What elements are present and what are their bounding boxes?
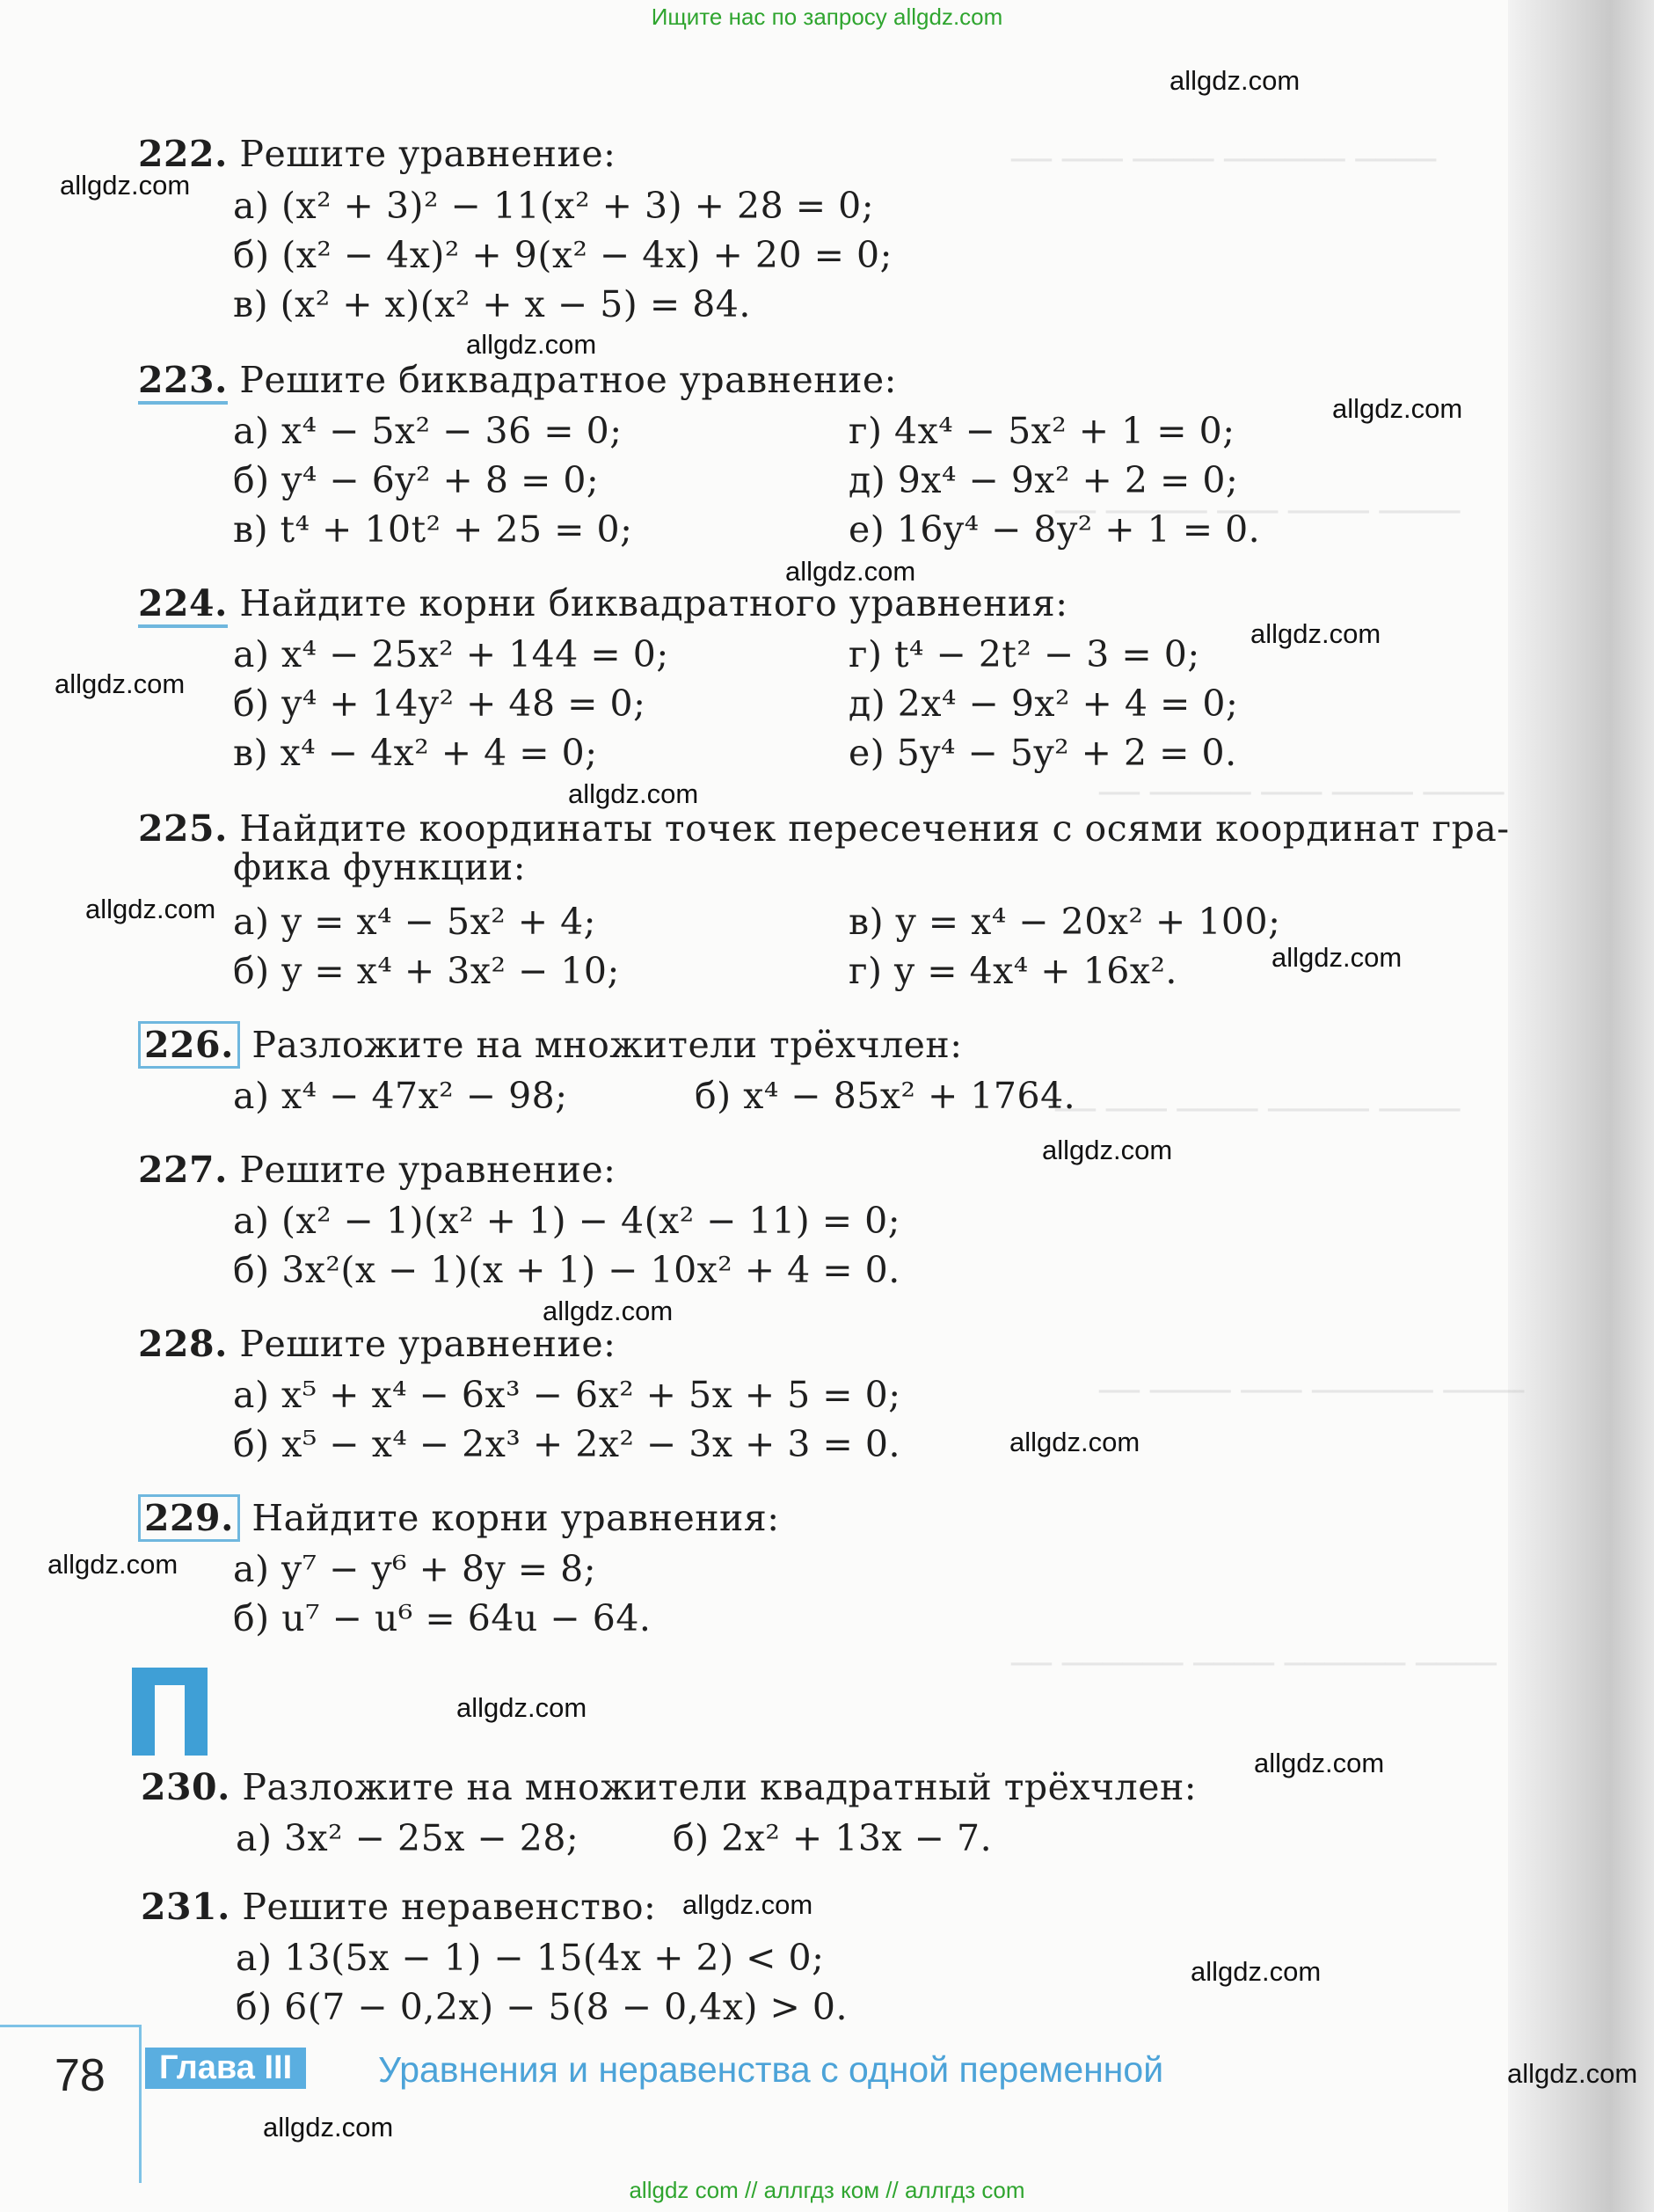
- problem-title: Решите уравнение:: [239, 1323, 616, 1365]
- problem-number: 230.: [141, 1766, 230, 1808]
- footer-divider: [0, 2025, 141, 2027]
- watermark-bottom: allgdz com // аллгдз ком // аллгдз com: [629, 2177, 1025, 2203]
- problem-number: 227.: [138, 1149, 228, 1191]
- equation-item: б) y⁴ − 6y² + 8 = 0;: [233, 459, 600, 501]
- watermark-top: Ищите нас по запросу allgdz.com: [651, 4, 1003, 30]
- problem-title: Решите неравенство:: [242, 1886, 657, 1928]
- problem-number: 224.: [138, 582, 228, 628]
- bleed-through-text: ──── ────── ──── ────── ──: [1011, 1645, 1497, 1683]
- watermark-site: allgdz.com: [47, 1549, 179, 1580]
- chapter-label: Глава III: [145, 2048, 306, 2089]
- equation-item: в) t⁴ + 10t² + 25 = 0;: [233, 508, 633, 551]
- equation-item: е) 16y⁴ − 8y² + 1 = 0.: [849, 508, 1261, 551]
- watermark-site: allgdz.com: [60, 170, 191, 201]
- problem-224-heading: [138, 579, 1068, 628]
- watermark-site: allgdz.com: [1332, 393, 1463, 424]
- watermark-site: allgdz.com: [682, 1889, 813, 1920]
- problem-number: 226.: [138, 1021, 240, 1069]
- problem-223-heading: [138, 355, 897, 405]
- problem-number: 225.: [138, 807, 228, 850]
- problem-228-heading: [138, 1319, 616, 1369]
- watermark-site: allgdz.com: [1271, 942, 1403, 973]
- equation-item: б) y⁴ + 14y² + 48 = 0;: [233, 683, 646, 725]
- equation-item: а) x⁴ − 25x² + 144 = 0;: [233, 633, 669, 675]
- equation-item: б) 6(7 − 0,2x) − 5(8 − 0,4x) > 0.: [236, 1986, 848, 2028]
- equation-item: е) 5y⁴ − 5y² + 2 = 0.: [849, 732, 1237, 774]
- watermark-site: allgdz.com: [55, 668, 186, 699]
- equation-item: а) x⁴ − 47x² − 98;: [233, 1075, 568, 1117]
- problem-title: Решите уравнение:: [239, 133, 616, 175]
- page-number: 78: [55, 2050, 106, 2101]
- equation-item: г) y = 4x⁴ + 16x².: [849, 950, 1177, 992]
- equation-item: б) y = x⁴ + 3x² − 10;: [233, 950, 620, 992]
- equation-item: а) y = x⁴ − 5x² + 4;: [233, 901, 596, 943]
- equation-item: в) (x² + x)(x² + x − 5) = 84.: [233, 283, 751, 325]
- equation-item: б) (x² − 4x)² + 9(x² − 4x) + 20 = 0;: [233, 234, 893, 276]
- equation-item: а) y⁷ − y⁶ + 8y = 8;: [233, 1548, 597, 1590]
- equation-item: б) 2x² + 13x − 7.: [673, 1817, 993, 1859]
- problem-227-heading: [138, 1145, 616, 1194]
- watermark-site: allgdz.com: [1507, 2058, 1638, 2089]
- problem-number: 228.: [138, 1323, 228, 1365]
- problem-title: Разложите на множители квадратный трёхчлен:: [242, 1766, 1198, 1808]
- watermark-site: allgdz.com: [1191, 1956, 1322, 1987]
- problem-title: Решите биквадратное уравнение:: [239, 359, 897, 401]
- problem-number: 229.: [138, 1494, 240, 1542]
- watermark-site: allgdz.com: [456, 1692, 587, 1723]
- watermark-site: allgdz.com: [466, 329, 597, 360]
- equation-item: а) 13(5x − 1) − 15(4x + 2) < 0;: [236, 1937, 825, 1979]
- problem-231-heading: [141, 1882, 656, 1931]
- equation-item: д) 9x⁴ − 9x² + 2 = 0;: [849, 459, 1239, 501]
- equation-item: б) u⁷ − u⁶ = 64u − 64.: [233, 1597, 652, 1639]
- equation-item: г) 4x⁴ − 5x² + 1 = 0;: [849, 410, 1235, 452]
- equation-item: а) (x² + 3)² − 11(x² + 3) + 28 = 0;: [233, 185, 875, 227]
- equation-item: а) x⁵ + x⁴ − 6x³ − 6x² + 5x + 5 = 0;: [233, 1374, 901, 1416]
- watermark-site: allgdz.com: [263, 2112, 394, 2143]
- problem-title: Решите уравнение:: [239, 1149, 616, 1191]
- watermark-site: allgdz.com: [1250, 618, 1381, 649]
- equation-item: б) 3x²(x − 1)(x + 1) − 10x² + 4 = 0.: [233, 1249, 900, 1291]
- watermark-site: allgdz.com: [1254, 1748, 1385, 1778]
- problem-title: Найдите корни биквадратного уравнения:: [239, 582, 1068, 624]
- equation-item: б) x⁵ − x⁴ − 2x³ + 2x² − 3x + 3 = 0.: [233, 1423, 901, 1465]
- problem-226-heading: [138, 1020, 963, 1069]
- equation-item: а) x⁴ − 5x² − 36 = 0;: [233, 410, 623, 452]
- problem-title: Найдите координаты точек пересечения с осями координат гра-: [239, 807, 1510, 850]
- problem-title: Найдите корни уравнения:: [251, 1497, 780, 1539]
- book-spine-shadow: [1508, 0, 1654, 2212]
- bleed-through-text: ──── ────── ─── ──── ──: [1099, 1372, 1524, 1411]
- problem-225-heading-cont: фика функции:: [233, 846, 527, 888]
- equation-item: г) t⁴ − 2t² − 3 = 0;: [849, 633, 1200, 675]
- bleed-through-text: ──── ──── ─── ───── ──: [1055, 493, 1461, 531]
- bleed-through-text: ──── ──── ─── ───── ──: [1099, 774, 1505, 813]
- problem-number: 222.: [138, 133, 228, 175]
- problem-title: Разложите на множители трёхчлен:: [251, 1024, 963, 1066]
- equation-item: а) 3x² − 25x − 28;: [236, 1817, 579, 1859]
- watermark-site: allgdz.com: [1169, 65, 1301, 96]
- equation-item: б) x⁴ − 85x² + 1764.: [695, 1075, 1076, 1117]
- equation-item: в) x⁴ − 4x² + 4 = 0;: [233, 732, 598, 774]
- problem-number: 231.: [141, 1886, 230, 1928]
- chapter-title: Уравнения и неравенства с одной переменной: [378, 2049, 1164, 2090]
- equation-item: а) (x² − 1)(x² + 1) − 4(x² − 11) = 0;: [233, 1200, 901, 1242]
- footer-divider: [139, 2025, 142, 2183]
- problem-229-heading: [138, 1493, 780, 1543]
- repetition-section-icon: [132, 1668, 208, 1756]
- problem-222-heading: [138, 129, 616, 179]
- problem-230-heading: [141, 1763, 1197, 1812]
- bleed-through-text: ──── ────── ──── ─── ──: [1011, 141, 1436, 179]
- watermark-site: allgdz.com: [1042, 1135, 1173, 1165]
- problem-number: 223.: [138, 359, 228, 405]
- watermark-site: allgdz.com: [85, 894, 216, 924]
- bleed-through-text: ──── ───── ──── ─── ──: [1055, 1091, 1461, 1129]
- equation-item: в) y = x⁴ − 20x² + 100;: [849, 901, 1281, 943]
- watermark-site: allgdz.com: [543, 1296, 674, 1326]
- watermark-site: allgdz.com: [785, 556, 916, 587]
- watermark-site: allgdz.com: [568, 778, 699, 809]
- watermark-site: allgdz.com: [1009, 1427, 1140, 1457]
- equation-item: д) 2x⁴ − 9x² + 4 = 0;: [849, 683, 1239, 725]
